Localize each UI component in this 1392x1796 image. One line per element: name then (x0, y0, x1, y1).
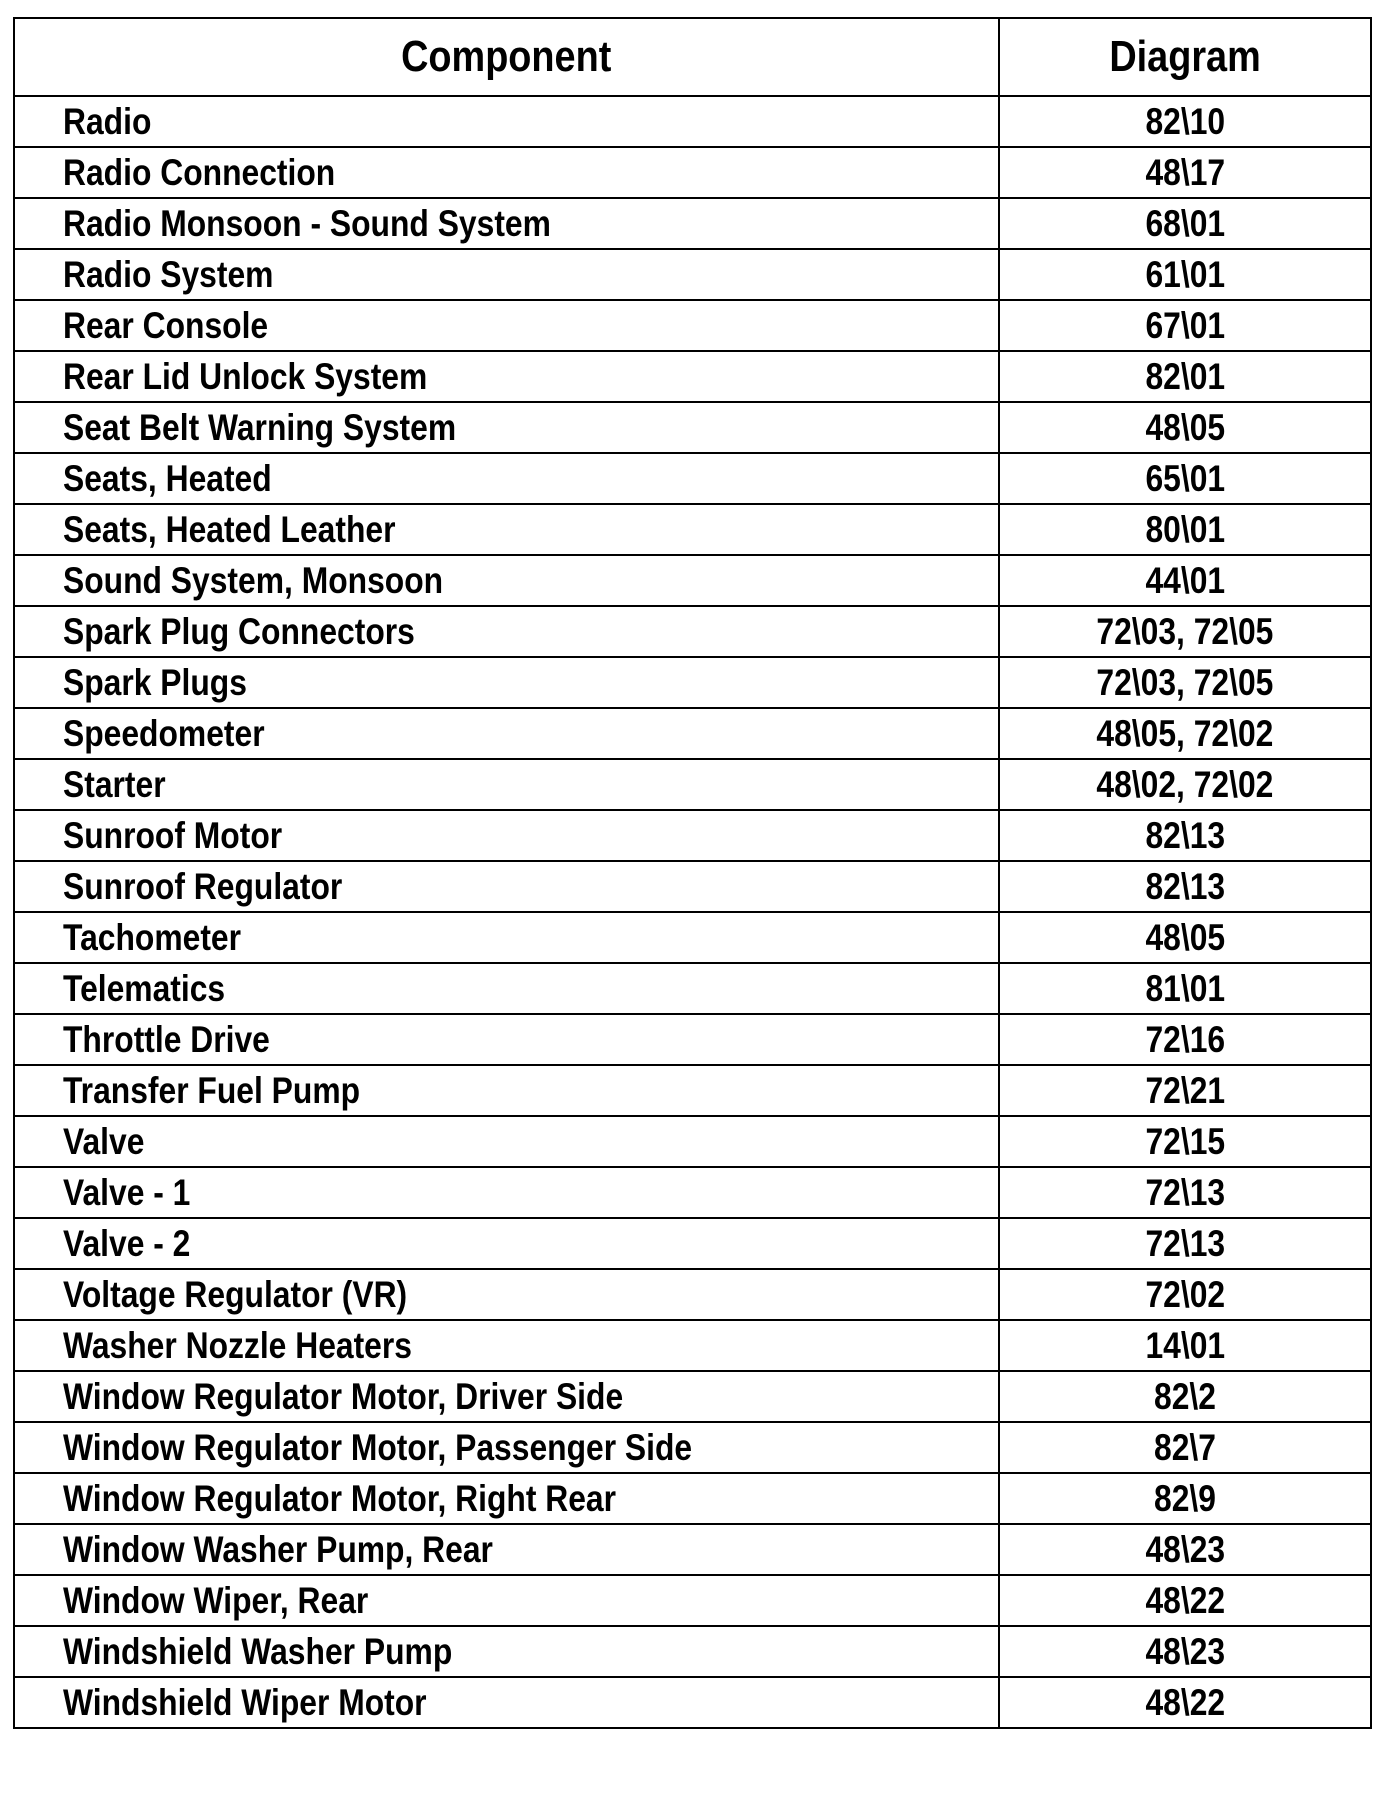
diagram-cell: 72\21 (999, 1065, 1371, 1116)
component-cell: Window Regulator Motor, Driver Side (14, 1371, 999, 1422)
table-row (14, 810, 1371, 861)
diagram-cell: 82\10 (999, 96, 1371, 147)
diagram-cell: 72\03, 72\05 (999, 657, 1371, 708)
table-row (14, 147, 1371, 198)
component-cell: Spark Plug Connectors (14, 606, 999, 657)
table-row (14, 351, 1371, 402)
diagram-cell: 82\2 (999, 1371, 1371, 1422)
component-cell: Rear Console (14, 300, 999, 351)
diagram-cell: 48\05 (999, 912, 1371, 963)
table-row (14, 708, 1371, 759)
diagram-cell: 72\13 (999, 1167, 1371, 1218)
diagram-cell: 72\02 (999, 1269, 1371, 1320)
diagram-cell: 48\23 (999, 1524, 1371, 1575)
diagram-cell: 65\01 (999, 453, 1371, 504)
table-row (14, 249, 1371, 300)
diagram-cell: 80\01 (999, 504, 1371, 555)
component-cell: Rear Lid Unlock System (14, 351, 999, 402)
column-header-diagram: Diagram (999, 18, 1371, 96)
component-cell: Throttle Drive (14, 1014, 999, 1065)
table-row (14, 1218, 1371, 1269)
table-row (14, 1473, 1371, 1524)
diagram-cell: 72\16 (999, 1014, 1371, 1065)
component-cell: Window Wiper, Rear (14, 1575, 999, 1626)
diagram-cell: 14\01 (999, 1320, 1371, 1371)
table-row (14, 1626, 1371, 1677)
diagram-cell: 68\01 (999, 198, 1371, 249)
table-body (14, 96, 1371, 1728)
diagram-cell: 72\03, 72\05 (999, 606, 1371, 657)
diagram-cell: 48\02, 72\02 (999, 759, 1371, 810)
component-cell: Starter (14, 759, 999, 810)
component-cell: Valve - 1 (14, 1167, 999, 1218)
table-row (14, 300, 1371, 351)
component-cell: Sound System, Monsoon (14, 555, 999, 606)
table-row (14, 1116, 1371, 1167)
diagram-cell: 82\13 (999, 861, 1371, 912)
component-cell: Transfer Fuel Pump (14, 1065, 999, 1116)
diagram-cell: 82\01 (999, 351, 1371, 402)
component-cell: Washer Nozzle Heaters (14, 1320, 999, 1371)
table-row (14, 1320, 1371, 1371)
component-diagram-table-container (13, 17, 1370, 1729)
diagram-cell: 48\05, 72\02 (999, 708, 1371, 759)
table-row (14, 1677, 1371, 1728)
diagram-cell: 48\23 (999, 1626, 1371, 1677)
component-cell: Voltage Regulator (VR) (14, 1269, 999, 1320)
diagram-cell: 82\9 (999, 1473, 1371, 1524)
table-row (14, 504, 1371, 555)
diagram-cell: 82\13 (999, 810, 1371, 861)
component-cell: Radio System (14, 249, 999, 300)
component-cell: Valve - 2 (14, 1218, 999, 1269)
table-row (14, 1575, 1371, 1626)
table-row (14, 402, 1371, 453)
component-diagram-table (13, 17, 1372, 1729)
table-row (14, 759, 1371, 810)
table-row (14, 1269, 1371, 1320)
table-row (14, 1524, 1371, 1575)
diagram-cell: 48\17 (999, 147, 1371, 198)
table-row (14, 657, 1371, 708)
table-row (14, 1422, 1371, 1473)
diagram-cell: 82\7 (999, 1422, 1371, 1473)
table-row (14, 1371, 1371, 1422)
component-cell: Radio Connection (14, 147, 999, 198)
table-row (14, 198, 1371, 249)
component-cell: Window Regulator Motor, Right Rear (14, 1473, 999, 1524)
diagram-cell: 61\01 (999, 249, 1371, 300)
component-cell: Window Regulator Motor, Passenger Side (14, 1422, 999, 1473)
diagram-cell: 81\01 (999, 963, 1371, 1014)
component-cell: Valve (14, 1116, 999, 1167)
table-row (14, 555, 1371, 606)
diagram-cell: 67\01 (999, 300, 1371, 351)
table-row (14, 912, 1371, 963)
table-row (14, 606, 1371, 657)
diagram-cell: 72\13 (999, 1218, 1371, 1269)
component-cell: Seat Belt Warning System (14, 402, 999, 453)
component-cell: Seats, Heated Leather (14, 504, 999, 555)
column-header-component: Component (14, 18, 999, 96)
component-cell: Radio Monsoon - Sound System (14, 198, 999, 249)
diagram-cell: 48\22 (999, 1677, 1371, 1728)
table-row (14, 1065, 1371, 1116)
component-cell: Windshield Wiper Motor (14, 1677, 999, 1728)
component-cell: Tachometer (14, 912, 999, 963)
table-row (14, 453, 1371, 504)
table-row (14, 1014, 1371, 1065)
component-cell: Radio (14, 96, 999, 147)
diagram-cell: 48\22 (999, 1575, 1371, 1626)
component-cell: Seats, Heated (14, 453, 999, 504)
diagram-cell: 48\05 (999, 402, 1371, 453)
table-row (14, 861, 1371, 912)
diagram-cell: 72\15 (999, 1116, 1371, 1167)
component-cell: Sunroof Motor (14, 810, 999, 861)
table-row (14, 1167, 1371, 1218)
component-cell: Telematics (14, 963, 999, 1014)
component-cell: Speedometer (14, 708, 999, 759)
diagram-cell: 44\01 (999, 555, 1371, 606)
table-header-row (14, 18, 1371, 96)
component-cell: Sunroof Regulator (14, 861, 999, 912)
table-row (14, 96, 1371, 147)
component-cell: Spark Plugs (14, 657, 999, 708)
component-cell: Window Washer Pump, Rear (14, 1524, 999, 1575)
component-cell: Windshield Washer Pump (14, 1626, 999, 1677)
table-row (14, 963, 1371, 1014)
